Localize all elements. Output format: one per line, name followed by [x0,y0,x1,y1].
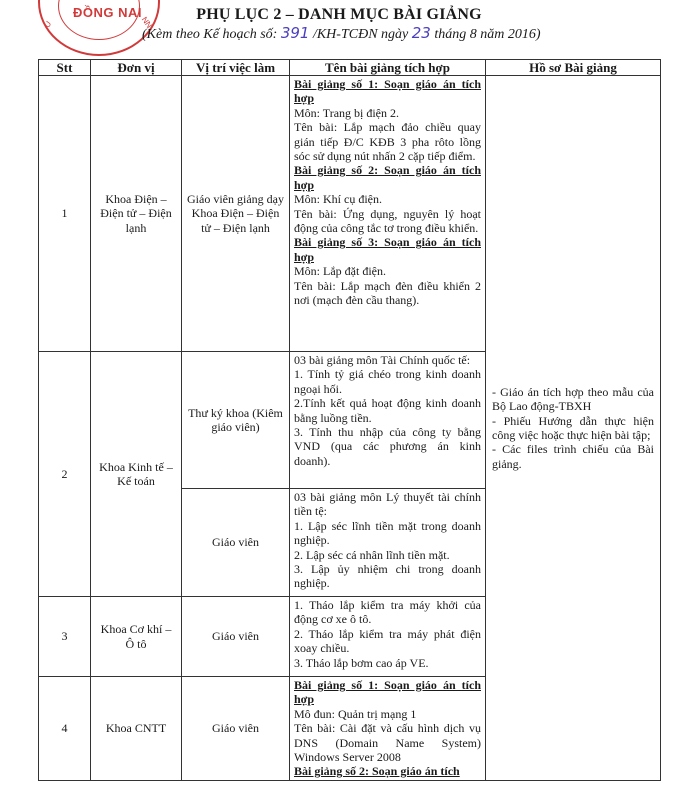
lecture-heading: Bài giảng số 2: Soạn giáo án tích [294,764,460,779]
lecture-heading: Bài giảng số 2: Soạn giáo án tích hợp [294,163,481,192]
header-unit: Đơn vị [91,60,182,76]
header-stt: Stt [39,60,91,76]
lecture-line: Tên bài: Cài đặt và cấu hình dịch vụ DNS (Domain Name System) Windows Server 2008 [294,721,481,765]
plan-day: 23 [411,24,431,42]
row-position: Giáo viên [182,677,290,781]
stamp-letter-right: NN [139,15,154,30]
row-stt: 3 [39,597,91,677]
row-unit: Khoa Cơ khí – Ô tô [91,597,182,677]
lecture-line: 03 bài giảng môn Lý thuyết tài chính tiền tệ: [294,490,481,519]
lecture-line: 2. Lập séc cá nhân lĩnh tiền mặt. [294,547,450,562]
row-unit: Khoa CNTT [91,677,182,781]
row-lectures [290,677,486,781]
page-title: PHỤ LỤC 2 – DANH MỤC BÀI GIẢNG [196,6,482,23]
row-lectures [290,352,486,489]
lecture-line: 1. Tháo lắp kiểm tra máy khởi của động cơ xe ô tô. [294,598,481,627]
lecture-heading: Bài giảng số 1: Soạn giáo án tích hợp [294,77,481,106]
lecture-line: Tên bài: Ứng dụng, nguyên lý hoạt động của công tắc tơ trong điều khiển. [294,206,481,236]
lecture-line: 3. Tháo lắp bơm cao áp VE. [294,655,429,670]
lecture-line: Tên bài: Lắp mạch đèn điều khiển 2 nơi (mạch đèn cầu thang). [294,278,481,308]
lecture-line: 2.Tính kết quả hoạt động kinh doanh bằng luồng tiền. [294,396,481,425]
lecture-line: 03 bài giảng môn Tài Chính quốc tế: [294,353,471,367]
lecture-line: Môn: Lắp đặt điện. [294,264,386,279]
profile-cell: - Giáo án tích hợp theo mẫu của Bộ Lao động-TBXH - Phiếu Hướng dẫn thực hiện công việc hoặc thực hiện bài tập; - Các files trình chiếu của Bài giảng. [486,76,661,781]
stamp-text: ĐỒNG NAI [73,5,142,20]
row-lectures [290,76,486,352]
subtitle-suffix: tháng 8 năm 2016) [430,27,541,42]
table-header-row [39,60,661,76]
lecture-line: 1. Lập séc lĩnh tiền mặt trong doanh nghiệp. [294,518,481,548]
row-unit: Khoa Điện – Điện tử – Điện lạnh [91,76,182,352]
lecture-line: Môn: Khí cụ điện. [294,192,382,207]
row-unit: Khoa Kinh tế – Kế toán [91,352,182,597]
row-position: Giáo viên [182,597,290,677]
lecture-line: 2. Tháo lắp kiểm tra máy phát điện xoay chiều. [294,626,481,656]
row-stt: 4 [39,677,91,781]
header-position: Vị trí việc làm [182,60,290,76]
row-lectures [290,489,486,597]
lecture-line: Môn: Trang bị điện 2. [294,105,400,120]
stamp-letter-left: U [42,19,54,30]
page-subtitle [142,24,541,43]
lecture-table [38,59,661,781]
lecture-line: Mô đun: Quản trị mạng 1 [294,706,417,721]
row-stt: 1 [39,76,91,352]
table-row [39,76,661,352]
lecture-line: 3. Tính thu nhập của công ty bằng VND (qua các phương án kinh doanh). [294,425,481,468]
header-profile: Hồ sơ Bài giảng [486,60,661,76]
plan-number: 391 [280,24,310,42]
row-lectures [290,597,486,677]
subtitle-middle: /KH-TCĐN ngày [309,27,412,42]
lecture-heading: Bài giảng số 3: Soạn giáo án tích hợp [294,235,481,264]
lecture-heading: Bài giảng số 1: Soạn giáo án tích hợp [294,678,481,707]
row-position: Giáo viên [182,489,290,597]
lecture-line: Tên bài: Lắp mạch đảo chiều quay gián tiếp Đ/C KĐB 3 pha rôto lồng sóc sử dụng nút nhấn 2 cặp tiếp điểm. [294,120,481,164]
header-lecture: Tên bài giảng tích hợp [290,60,486,76]
row-stt: 2 [39,352,91,597]
row-position: Giáo viên giảng dạy Khoa Điện – Điện tử – Điện lạnh [182,76,290,352]
subtitle-prefix: (Kèm theo Kế hoạch số: [142,27,281,42]
row-position: Thư ký khoa (Kiêm giáo viên) [182,352,290,489]
lecture-line: 1. Tính tỷ giá chéo trong kinh doanh ngoại hối. [294,367,481,396]
lecture-line: 3. Lập ủy nhiệm chi trong doanh nghiệp. [294,562,481,591]
